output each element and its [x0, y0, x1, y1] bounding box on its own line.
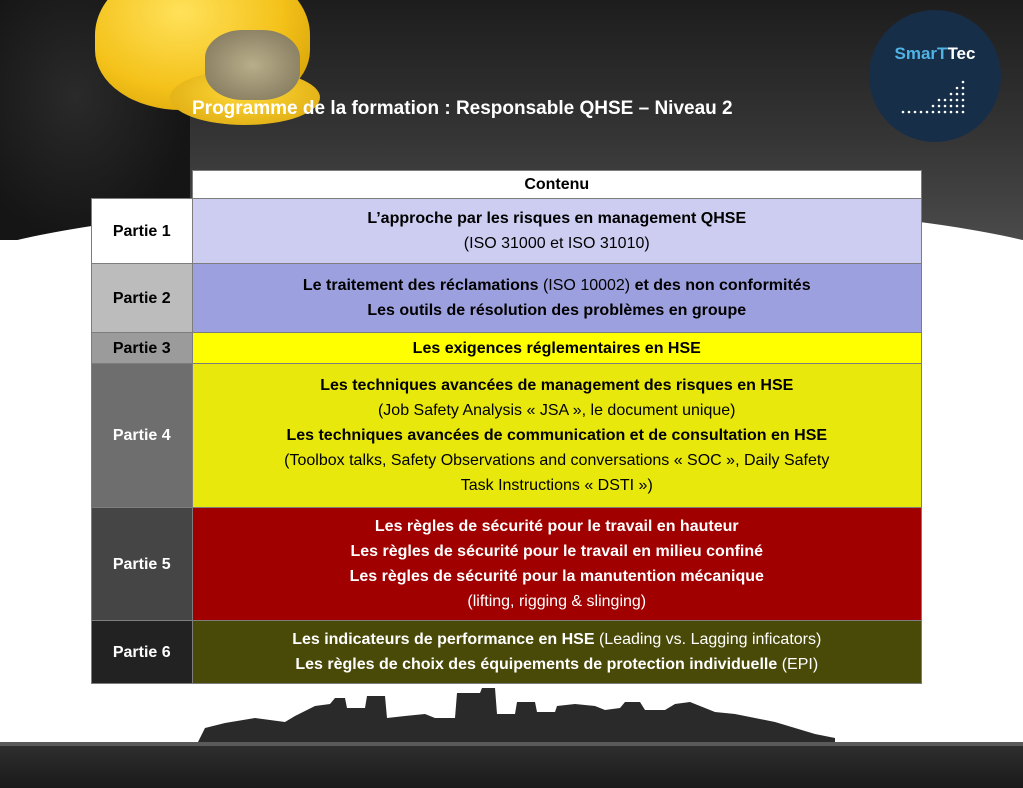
content-text-bold: Les exigences réglementaires en HSE [412, 339, 701, 357]
content-text-bold: Le traitement des réclamations [302, 277, 539, 294]
content-text-bold: Les règles de sécurité pour le travail en hauteur [374, 518, 739, 535]
content-text-bold: Les règles de choix des équipements de protection individuelle [295, 656, 778, 673]
content-line [193, 564, 922, 589]
content-text: (lifting, rigging & slinging) [467, 593, 647, 610]
row-content [192, 508, 922, 621]
content-line [193, 336, 922, 361]
content-line [193, 589, 922, 614]
content-text: (ISO 10002) [538, 277, 635, 294]
row-content [192, 364, 922, 508]
content-line [193, 423, 922, 448]
row-label: Partie 1 [92, 199, 193, 264]
content-text: (Toolbox talks, Safety Observations and conversations « SOC », Daily Safety [284, 452, 830, 469]
content-line [193, 373, 922, 398]
content-line [193, 231, 922, 256]
table-row-partie-1 [92, 199, 922, 264]
content-text: (Leading vs. Lagging inficators) [594, 631, 822, 648]
content-text-bold: Les techniques avancées de management des risques en HSE [320, 377, 794, 394]
content-line [193, 539, 922, 564]
content-line [193, 448, 922, 473]
row-label: Partie 2 [92, 264, 193, 333]
row-content [192, 621, 922, 684]
table-row-partie-6 [92, 621, 922, 684]
content-text: (ISO 31000 et ISO 31010) [463, 235, 650, 252]
smarttec-logo [869, 10, 1001, 142]
content-line [193, 398, 922, 423]
content-text-bold: L’approche par les risques en management QHSE [367, 210, 747, 227]
content-line [193, 298, 922, 323]
row-content [192, 333, 922, 364]
row-content [192, 199, 922, 264]
table-row-partie-4 [92, 364, 922, 508]
content-text-bold: Les outils de résolution des problèmes en groupe [367, 302, 747, 319]
column-header-contenu: Contenu [192, 171, 922, 199]
row-label: Partie 5 [92, 508, 193, 621]
content-line [193, 627, 922, 652]
glove-image [205, 30, 300, 100]
table-row-partie-3 [92, 333, 922, 364]
content-text-bold: Les indicateurs de performance en HSE [292, 631, 595, 648]
page-title: Programme de la formation : Responsable QHSE – Niveau 2 [192, 98, 733, 119]
content-text: (EPI) [777, 656, 819, 673]
content-text-bold: Les règles de sécurité pour la manutention mécanique [349, 568, 764, 585]
city-skyline-silhouette [195, 688, 835, 748]
content-text: Task Instructions « DSTI ») [460, 477, 653, 494]
table-header-row [92, 171, 922, 199]
logo-text: SmarTTec [894, 44, 976, 63]
content-line [193, 273, 922, 298]
content-text: (Job Safety Analysis « JSA », le document unique) [377, 402, 736, 419]
content-text-bold: Les techniques avancées de communication et de consultation en HSE [286, 427, 828, 444]
training-program-table [91, 170, 922, 684]
row-label: Partie 4 [92, 364, 193, 508]
content-line [193, 473, 922, 498]
row-label: Partie 3 [92, 333, 193, 364]
content-line [193, 206, 922, 231]
content-text-bold: Les règles de sécurité pour le travail en milieu confiné [350, 543, 764, 560]
content-line [193, 652, 922, 677]
row-label: Partie 6 [92, 621, 193, 684]
content-line [193, 514, 922, 539]
row-content [192, 264, 922, 333]
footer-band [0, 746, 1023, 788]
content-text-bold: et des non conformités [634, 277, 811, 294]
table-row-partie-2 [92, 264, 922, 333]
header-blank-cell [92, 171, 193, 199]
table-row-partie-5 [92, 508, 922, 621]
dot-matrix-icon [899, 76, 971, 116]
